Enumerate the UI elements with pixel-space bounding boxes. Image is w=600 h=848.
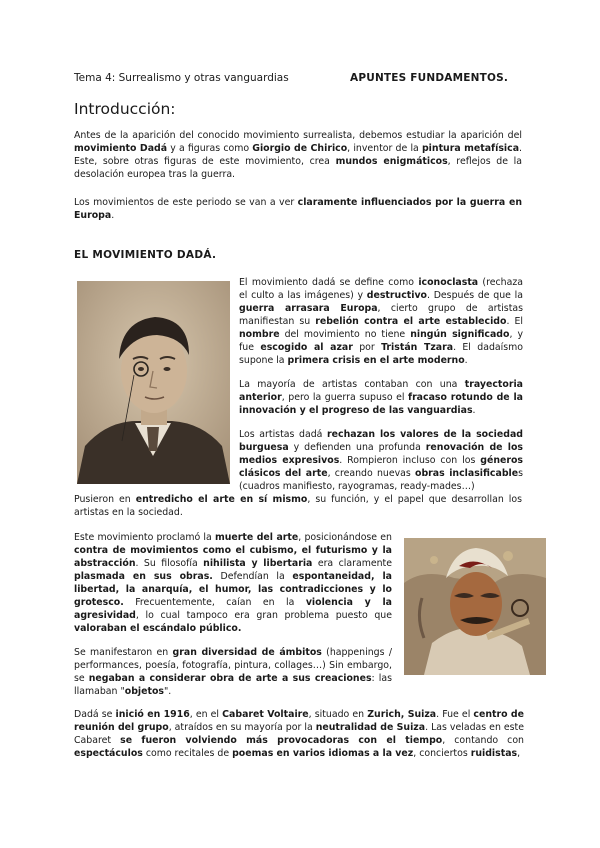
body-text: , contando con bbox=[442, 735, 525, 746]
emphasis-text: primera crisis en el arte moderno bbox=[287, 355, 465, 366]
body-text: (happenings / performances, poesía, fotografía, pintura, collages…) Sin embargo, se bbox=[74, 647, 392, 684]
intro-heading: Introducción: bbox=[74, 100, 176, 118]
body-text: , lo cual tampoco era gran problema puesto que bbox=[135, 610, 392, 621]
emphasis-text: poemas en varios idiomas a la vez bbox=[232, 748, 414, 759]
body-text: , posicionándose en bbox=[298, 532, 392, 543]
body-text: , inventor de la bbox=[347, 143, 422, 154]
dada-paragraph-origin bbox=[74, 708, 524, 760]
emphasis-text: negaban a considerar obra de arte a sus creaciones bbox=[88, 673, 372, 684]
emphasis-text: espectáculos bbox=[74, 748, 143, 759]
emphasis-text: escogido al azar bbox=[260, 342, 353, 353]
body-text: , pero la guerra supuso el bbox=[281, 392, 408, 403]
emphasis-text: gran diversidad de ámbitos bbox=[172, 647, 322, 658]
body-text: por bbox=[352, 342, 382, 353]
dada-section-heading: EL MOVIMIENTO DADÁ. bbox=[74, 249, 217, 261]
dada-paragraph-trajectory bbox=[239, 378, 523, 417]
emphasis-text: ruidistas bbox=[470, 748, 518, 759]
body-text: : las llamaban " bbox=[74, 673, 392, 697]
body-text: . Este, sobre otras figuras de este movimiento, crea bbox=[74, 143, 523, 167]
emphasis-text: espontaneidad, la libertad, la anarquía, el humor, las contradicciones y lo grotesco. bbox=[74, 571, 393, 608]
emphasis-text: Tristán Tzara bbox=[381, 342, 454, 353]
body-text: Frecuentemente, caían en la bbox=[123, 597, 306, 608]
body-text: Los artistas dadá bbox=[239, 429, 328, 440]
body-text: . bbox=[464, 355, 468, 366]
body-text: , en el bbox=[189, 709, 223, 720]
body-text: (rechaza el culto a las imágenes) y bbox=[239, 277, 523, 301]
body-text: , y fue bbox=[239, 329, 523, 353]
emphasis-text: mundos enigmáticos bbox=[335, 156, 448, 167]
body-text: Pusieron en bbox=[74, 494, 136, 505]
body-text: El movimiento dadá se define como bbox=[239, 277, 419, 288]
intro-paragraph-1 bbox=[74, 129, 522, 181]
emphasis-text: nihilista y libertaria bbox=[203, 558, 313, 569]
emphasis-text: claramente influenciados por la guerra en Europa bbox=[74, 197, 522, 221]
dada-paragraph-definition bbox=[239, 276, 523, 367]
emphasis-text: valoraban el escándalo público. bbox=[74, 623, 242, 634]
emphasis-text: Zurich, Suiza bbox=[367, 709, 437, 720]
dada-paragraph-values bbox=[239, 428, 523, 493]
body-text: y defienden una profunda bbox=[288, 442, 426, 453]
body-text: , reflejos de la desolación europea tras la guerra. bbox=[74, 156, 522, 180]
emphasis-text: iconoclasta bbox=[418, 277, 479, 288]
emphasis-text: entredicho el arte en sí mismo bbox=[135, 494, 308, 505]
emphasis-text: se fueron volviendo más provocadoras con el tiempo bbox=[120, 735, 443, 746]
emphasis-text: movimiento Dadá bbox=[74, 143, 168, 154]
body-text: . Su filosofía bbox=[135, 558, 204, 569]
header-topic: Tema 4: Surrealismo y otras vanguardias bbox=[74, 72, 289, 84]
emphasis-text: objetos bbox=[124, 686, 164, 697]
body-text: , atraídos en su mayoría por la bbox=[168, 722, 316, 733]
body-text: era claramente bbox=[312, 558, 392, 569]
tzara-portrait-photo bbox=[77, 281, 230, 484]
emphasis-text: plasmada en sus obras. bbox=[74, 571, 213, 582]
emphasis-text: Giorgio de Chirico bbox=[252, 143, 348, 154]
body-text: Los movimientos de este periodo se van a ver bbox=[74, 197, 298, 208]
body-text: y a figuras como bbox=[167, 143, 253, 154]
body-text: Se manifestaron en bbox=[74, 647, 173, 658]
emphasis-text: Cabaret Voltaire bbox=[222, 709, 309, 720]
emphasis-text: pintura metafísica bbox=[421, 143, 520, 154]
body-text: , conciertos bbox=[413, 748, 471, 759]
emphasis-text: ningún significado bbox=[410, 329, 510, 340]
body-text: Antes de la aparición del conocido movimiento surrealista, debemos estudiar la aparición del bbox=[74, 130, 522, 141]
body-text: Dadá se bbox=[74, 709, 116, 720]
body-text: La mayoría de artistas contaban con una bbox=[239, 379, 465, 390]
emphasis-text: inició en 1916 bbox=[115, 709, 190, 720]
body-text: ". bbox=[164, 686, 172, 697]
body-text: , cierto grupo de artistas manifiestan su bbox=[239, 303, 523, 327]
emphasis-text: trayectoria anterior bbox=[239, 379, 523, 403]
body-text: , situado en bbox=[308, 709, 368, 720]
body-text: . Las veladas en este Cabaret bbox=[74, 722, 524, 746]
body-text: , su función, y el papel que desarrollan los artistas en la sociedad. bbox=[74, 494, 523, 518]
body-text: como recitales de bbox=[142, 748, 233, 759]
emphasis-text: rebelión contra el arte establecido bbox=[315, 316, 507, 327]
emphasis-text: guerra arrasara Europa bbox=[239, 303, 378, 314]
dada-paragraph-art-questioned bbox=[74, 493, 522, 519]
emphasis-text: violencia y la agresividad bbox=[74, 597, 392, 621]
body-text: , bbox=[517, 748, 521, 759]
emphasis-text: fracaso rotundo de la innovación y el progreso de las vanguardias bbox=[239, 392, 523, 416]
body-text: . Después de que la bbox=[427, 290, 523, 301]
emphasis-text: neutralidad de Suiza bbox=[315, 722, 426, 733]
emphasis-text: muerte del arte bbox=[214, 532, 299, 543]
emphasis-text: contra de movimientos como el cubismo, el futurismo y la abstracción bbox=[74, 545, 392, 569]
emphasis-text: rechazan los valores de la sociedad burguesa bbox=[239, 429, 523, 453]
emphasis-text: obras inclasificable bbox=[415, 468, 519, 479]
body-text: . El dadaísmo supone la bbox=[239, 342, 523, 366]
body-text: . El bbox=[506, 316, 523, 327]
emphasis-text: destructivo bbox=[366, 290, 427, 301]
body-text: . Fue el bbox=[436, 709, 474, 720]
body-text: , creando nuevas bbox=[327, 468, 416, 479]
body-text: Este movimiento proclamó la bbox=[74, 532, 215, 543]
emphasis-text: nombre bbox=[239, 329, 280, 340]
emphasis-text: géneros clásicos del arte bbox=[239, 455, 523, 479]
body-text: . bbox=[472, 405, 476, 416]
header-notes-title: APUNTES FUNDAMENTOS. bbox=[350, 72, 509, 84]
body-text: . Rompieron incluso con los bbox=[339, 455, 481, 466]
body-text: Defendían la bbox=[212, 571, 293, 582]
intro-paragraph-2 bbox=[74, 196, 522, 222]
body-text: s (cuadros manifiesto, rayogramas, ready-mades…) bbox=[239, 468, 523, 492]
emphasis-text: centro de reunión del grupo bbox=[74, 709, 525, 733]
dada-collage-painting bbox=[404, 538, 546, 675]
body-text: del movimiento no tiene bbox=[279, 329, 411, 340]
dada-paragraph-fields bbox=[74, 646, 392, 698]
emphasis-text: renovación de los medios expresivos bbox=[239, 442, 523, 466]
body-text: . bbox=[111, 210, 115, 221]
dada-paragraph-death-of-art bbox=[74, 531, 392, 635]
